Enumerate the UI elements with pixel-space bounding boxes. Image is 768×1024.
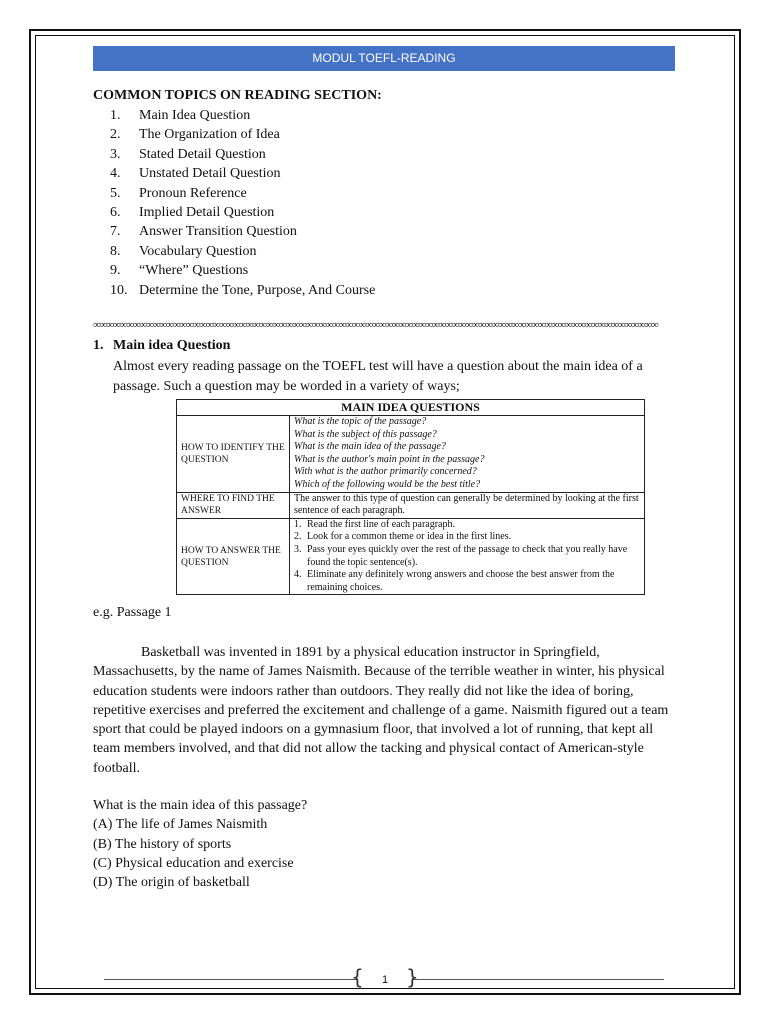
how-steps: 1. Read the first line of each paragraph. 2. Look for a common theme or idea in the first lines. 3. Pass your eyes quickly over the rest of the passage to check that you really have found the topic sentence(s). 4. Eliminate any definitely wrong answers and choose the best answer from the remaining choices. (290, 518, 645, 595)
section-title: 1. Main idea Question (93, 338, 231, 353)
module-header: MODUL TOEFL-READING (93, 46, 675, 71)
answer-option: (C) Physical education and exercise (93, 855, 294, 871)
answer-option: (A) The life of James Naismith (93, 817, 268, 833)
list-item: 2. The Organization of Idea (110, 127, 280, 143)
list-item: 3. Stated Detail Question (110, 146, 266, 162)
where-label: WHERE TO FIND THE ANSWER (177, 492, 290, 518)
section-intro: Almost every reading passage on the TOEFL test will have a question about the main idea of a passage. Such a question may be worded in a variety of ways; (113, 359, 643, 394)
footer-rule-right (412, 979, 664, 980)
brace-left-icon: { (351, 965, 364, 989)
how-label: HOW TO ANSWER THE QUESTION (177, 518, 290, 595)
question-text: What is the main idea of this passage? (93, 798, 308, 813)
answer-option: (D) The origin of basketball (93, 875, 250, 891)
identify-label: HOW TO IDENTIFY THE QUESTION (177, 416, 290, 493)
where-text: The answer to this type of question can generally be determined by looking at the first sentence of each paragraph. (290, 492, 645, 518)
list-item: 8. Vocabulary Question (110, 243, 257, 259)
example-passage: Basketball was invented in 1891 by a physical education instructor in Springfield, Massachusetts, by the name of James Naismith. Because of the terrible weather in winter, his physical education students were indoors rather than outdoors. They really did not like the idea of boring, repetitive exercises and preferred the excitement and challenge of a game. Naismith figured out a team sport that could be played indoors on a gymnasium floor, that involved a lot of running, that kept all team members involved, and that did not allow the tacking and physical contact of American-style football. (93, 645, 669, 776)
identify-questions: What is the topic of the passage? What is the subject of this passage? What is the main idea of the passage? What is the author's main point in the passage? With what is the author primarily concerned? Which of the following would be the best title? (290, 416, 645, 493)
page-number: 1 (381, 974, 389, 986)
list-item: 4. Unstated Detail Question (110, 166, 281, 182)
example-label: e.g. Passage 1 (93, 605, 172, 620)
topics-heading: COMMON TOPICS ON READING SECTION: (93, 88, 382, 103)
table-title: MAIN IDEA QUESTIONS (177, 400, 645, 416)
list-item: 10. Determine the Tone, Purpose, And Course (110, 282, 376, 298)
list-item: 5. Pronoun Reference (110, 185, 247, 201)
brace-right-icon: } (406, 965, 419, 989)
main-idea-table (176, 399, 645, 595)
table-row (177, 518, 645, 595)
example-question-block (93, 796, 307, 892)
list-item: 6. Implied Detail Question (110, 204, 275, 220)
decorative-divider: ∞∞∞∞∞∞∞∞∞∞∞∞∞∞∞∞∞∞∞∞∞∞∞∞∞∞∞∞∞∞∞∞∞∞∞∞∞∞∞∞∞∞∞∞∞∞∞∞∞∞∞∞∞∞∞∞∞∞∞∞∞∞∞∞∞∞∞∞∞∞∞∞∞∞∞∞∞∞∞∞∞∞∞∞∞ (93, 319, 658, 331)
topics-list (110, 106, 375, 300)
table-row (177, 492, 645, 518)
list-item: 1. Main Idea Question (110, 108, 251, 123)
list-item: 7. Answer Transition Question (110, 224, 297, 240)
footer-rule-left (104, 979, 358, 980)
table-row (177, 416, 645, 493)
answer-option: (B) The history of sports (93, 836, 232, 852)
list-item: 9. “Where” Questions (110, 263, 249, 279)
